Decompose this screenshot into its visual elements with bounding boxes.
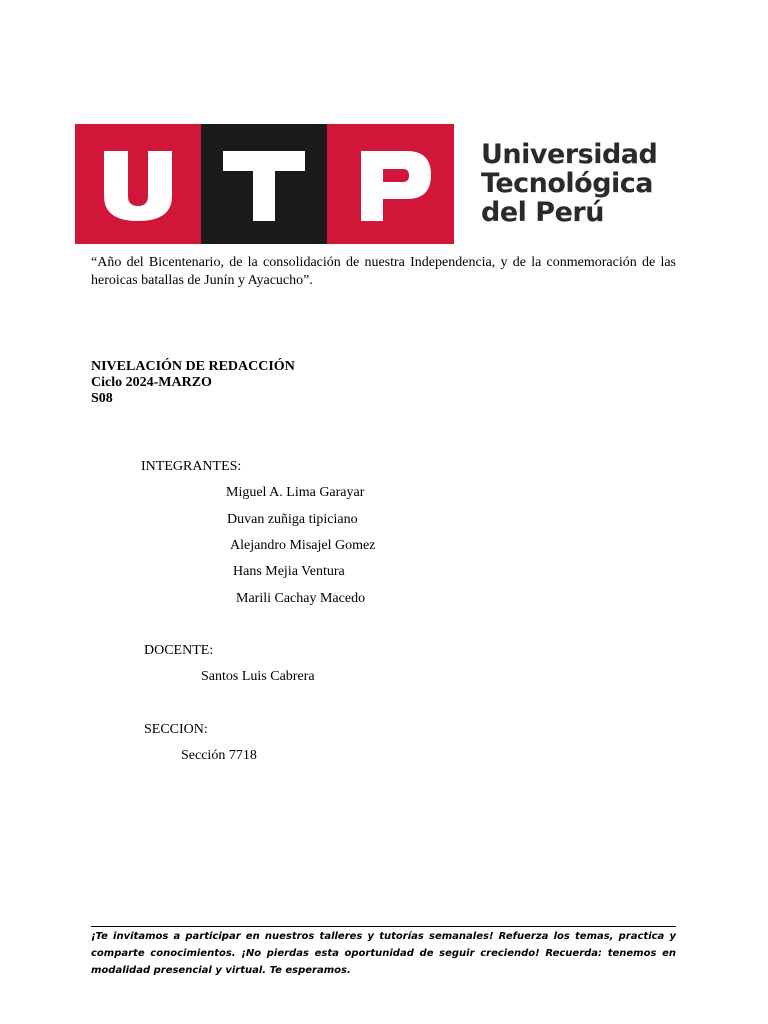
university-name-line: del Perú bbox=[481, 197, 604, 228]
members-heading: INTEGRANTES: bbox=[141, 459, 242, 474]
letter-t-glyph bbox=[201, 124, 327, 244]
logo-letter-u-block bbox=[75, 124, 201, 244]
course-code: S08 bbox=[91, 391, 113, 406]
member-name: Miguel A. Lima Garayar bbox=[226, 485, 365, 500]
member-name: Alejandro Misajel Gomez bbox=[230, 538, 376, 553]
section-value: Sección 7718 bbox=[181, 748, 257, 763]
member-name: Hans Mejia Ventura bbox=[233, 564, 345, 579]
teacher-heading: DOCENTE: bbox=[144, 643, 214, 658]
logo-letter-t-block bbox=[201, 124, 327, 244]
letter-u-glyph bbox=[75, 124, 201, 244]
course-title: NIVELACIÓN DE REDACCIÓN bbox=[91, 359, 295, 374]
logo-letter-p-block bbox=[327, 124, 454, 244]
university-name-line: Universidad bbox=[481, 139, 658, 170]
letter-p-glyph bbox=[327, 124, 454, 244]
year-motto: “Año del Bicentenario, de la consolidación de nuestra Independencia, y de la conmemoración de las heroicas batallas de Junín y Ayacucho”. bbox=[91, 255, 676, 288]
course-block bbox=[91, 359, 295, 407]
teacher-name: Santos Luis Cabrera bbox=[201, 669, 315, 684]
university-name bbox=[481, 140, 681, 227]
member-name: Duvan zuñiga tipiciano bbox=[227, 512, 358, 527]
course-cycle: Ciclo 2024-MARZO bbox=[91, 375, 212, 390]
footer-divider bbox=[91, 926, 676, 927]
section-heading: SECCION: bbox=[144, 722, 208, 737]
utp-logo bbox=[75, 124, 658, 244]
university-name-line: Tecnológica bbox=[481, 168, 654, 199]
member-name: Marili Cachay Macedo bbox=[236, 591, 366, 606]
footer-note: ¡Te invitamos a participar en nuestros talleres y tutorías semanales! Refuerza los temas, practica y comparte conocimientos. ¡No pierdas esta oportunidad de seguir creciendo! Recuerda: tenemos en modalidad presencial y virtual. Te esperamos. bbox=[91, 931, 676, 976]
